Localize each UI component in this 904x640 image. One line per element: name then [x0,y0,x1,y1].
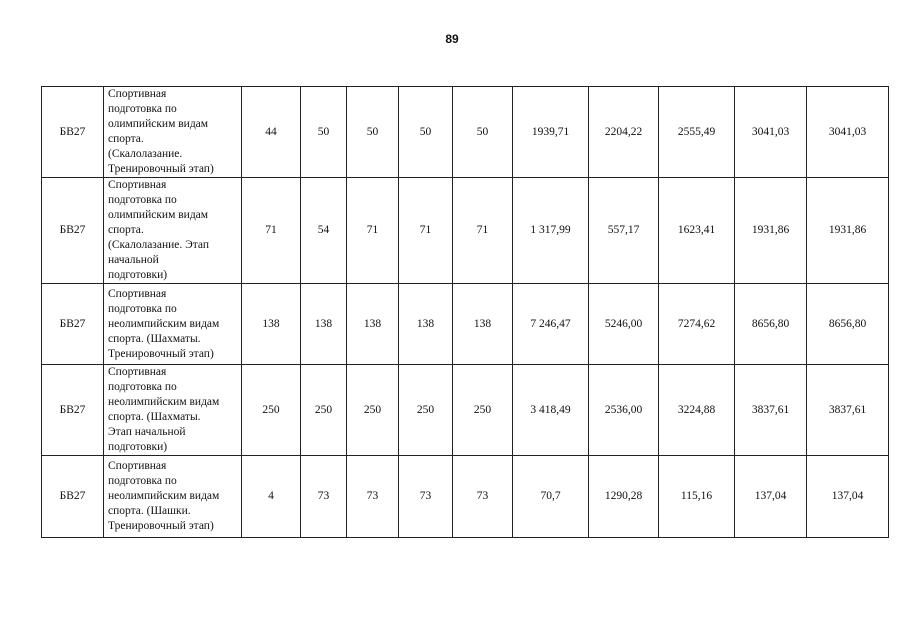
value-cell: 1939,71 [513,87,589,178]
value-cell: 50 [301,87,347,178]
description-line: подготовки) [108,441,168,453]
value-cell: 73 [301,456,347,538]
value-cell: 1931,86 [735,178,807,284]
description-line: Этап начальной [108,426,186,438]
value-cell: 138 [399,284,453,365]
value-cell: 1290,28 [589,456,659,538]
description-line: Спортивная [108,366,167,378]
code-cell: БВ27 [42,178,104,284]
table-row [42,178,889,284]
code-cell: БВ27 [42,284,104,365]
table-row [42,284,889,365]
value-cell: 3837,61 [735,365,807,456]
value-cell: 138 [347,284,399,365]
value-cell: 250 [399,365,453,456]
value-cell: 3041,03 [807,87,889,178]
description-line: начальной [108,254,159,266]
value-cell: 557,17 [589,178,659,284]
table-row [42,365,889,456]
services-table [41,86,889,538]
description-line: спорта. [108,224,144,236]
description-line: подготовка по [108,194,177,206]
description-line: Спортивная [108,287,167,300]
description-line: олимпийским видам [108,209,209,221]
description-line: Тренировочный этап) [108,163,214,175]
value-cell: 138 [453,284,513,365]
value-cell: 250 [242,365,301,456]
value-cell: 2536,00 [589,365,659,456]
description-cell [104,178,242,284]
value-cell: 7 246,47 [513,284,589,365]
value-cell: 8656,80 [807,284,889,365]
table-row [42,87,889,178]
description-line: подготовка по [108,475,177,487]
value-cell: 2555,49 [659,87,735,178]
value-cell: 50 [347,87,399,178]
value-cell: 250 [453,365,513,456]
description-line: подготовка по [108,381,177,393]
description-line: Тренировочный этап) [108,347,214,360]
description-line: спорта. [108,133,144,145]
description-line: неолимпийским видам [108,490,220,502]
value-cell: 3837,61 [807,365,889,456]
value-cell: 1 317,99 [513,178,589,284]
description-line: Тренировочный этап) [108,520,214,532]
value-cell: 5246,00 [589,284,659,365]
value-cell: 7274,62 [659,284,735,365]
value-cell: 8656,80 [735,284,807,365]
value-cell: 70,7 [513,456,589,538]
value-cell: 115,16 [659,456,735,538]
description-line: Спортивная [108,88,167,100]
value-cell: 71 [242,178,301,284]
table-row [42,456,889,538]
value-cell: 137,04 [807,456,889,538]
code-cell: БВ27 [42,87,104,178]
description-line: неолимпийским видам [108,317,220,330]
description-cell [104,456,242,538]
value-cell: 250 [347,365,399,456]
page-number: 89 [445,32,459,46]
description-cell [104,284,242,365]
code-cell: БВ27 [42,365,104,456]
value-cell: 44 [242,87,301,178]
description-line: спорта. (Шашки. [108,505,191,517]
value-cell: 3041,03 [735,87,807,178]
description-line: олимпийским видам [108,118,209,130]
value-cell: 1623,41 [659,178,735,284]
value-cell: 250 [301,365,347,456]
value-cell: 3 418,49 [513,365,589,456]
value-cell: 4 [242,456,301,538]
value-cell: 71 [453,178,513,284]
value-cell: 2204,22 [589,87,659,178]
description-line: (Скалолазание. [108,148,183,160]
value-cell: 71 [399,178,453,284]
value-cell: 1931,86 [807,178,889,284]
description-cell [104,365,242,456]
value-cell: 137,04 [735,456,807,538]
description-line: спорта. (Шахматы. [108,411,201,423]
description-line: подготовка по [108,103,177,115]
description-line: подготовка по [108,302,177,315]
value-cell: 73 [347,456,399,538]
description-line: Спортивная [108,179,167,191]
value-cell: 138 [301,284,347,365]
value-cell: 73 [399,456,453,538]
description-line: неолимпийским видам [108,396,220,408]
code-cell: БВ27 [42,456,104,538]
description-line: подготовки) [108,269,168,281]
description-cell [104,87,242,178]
description-line: спорта. (Шахматы. [108,332,201,345]
value-cell: 71 [347,178,399,284]
value-cell: 138 [242,284,301,365]
value-cell: 50 [399,87,453,178]
value-cell: 73 [453,456,513,538]
description-line: (Скалолазание. Этап [108,239,209,251]
value-cell: 50 [453,87,513,178]
description-line: Спортивная [108,460,167,472]
value-cell: 54 [301,178,347,284]
value-cell: 3224,88 [659,365,735,456]
